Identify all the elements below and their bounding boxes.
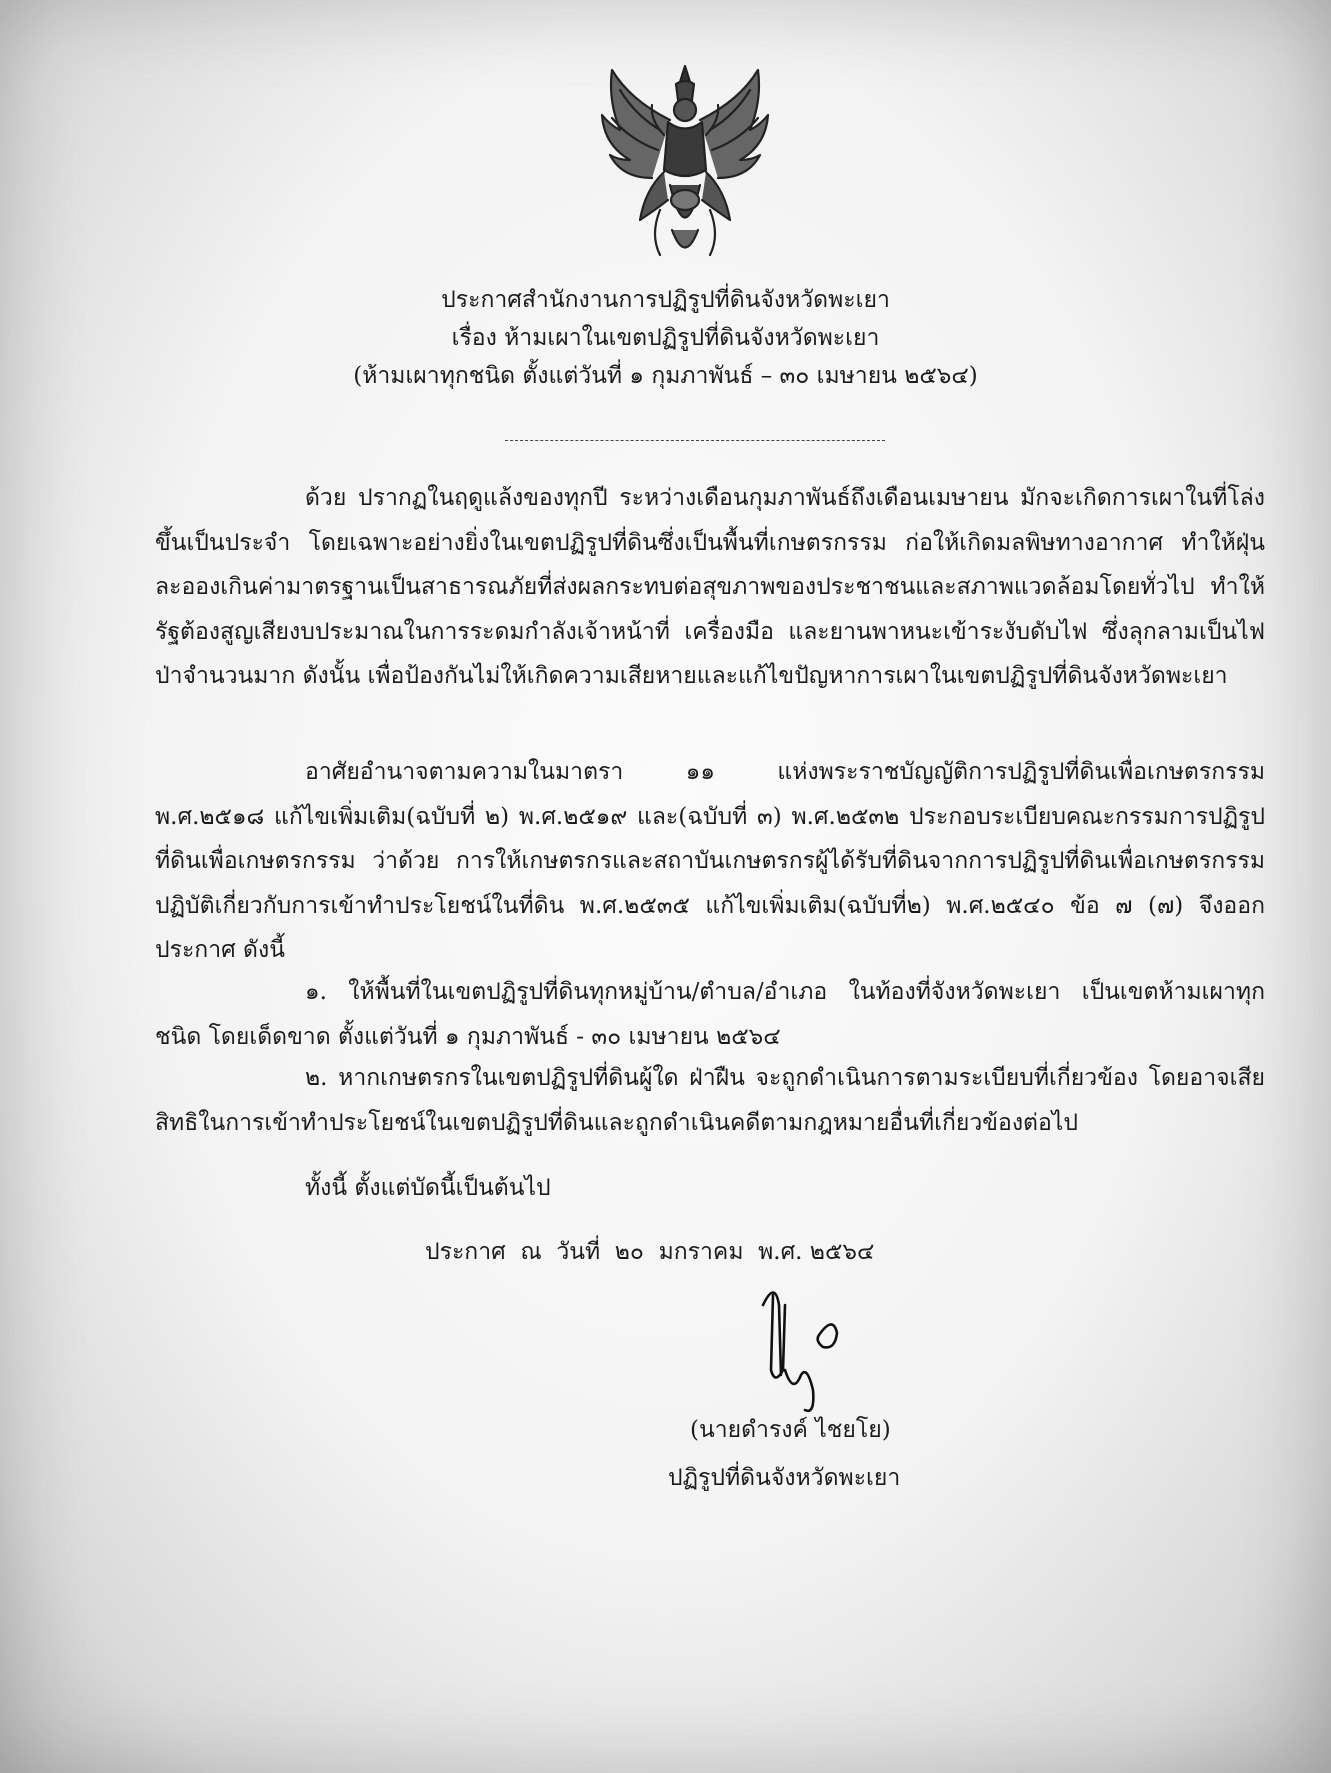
garuda-emblem-icon xyxy=(590,60,780,270)
body-paragraph-1: ด้วย ปรากฏในฤดูแล้งของทุกปี ระหว่างเดือนกุมภาพันธ์ถึงเดือนเมษายน มักจะเกิดการเผาในที่โล่งขึ้นเป็นประจำ โดยเฉพาะอย่างยิ่งในเขตปฏิรูปที่ดินซึ่งเป็นพื้นที่เกษตรกรรม ก่อให้เกิดมลพิษทางอากาศ ทำให้ฝุ่นละอองเกินค่ามาตรฐานเป็นสาธารณภัยที่ส่งผลกระทบต่อสุขภาพของประชาชนและสภาพแวดล้อมโดยทั่วไป ทำให้รัฐต้องสูญเสียงบประมาณในการระดมกำลังเจ้าหน้าที่ เครื่องมือ และยานพาหนะเข้าระงับดับไฟ ซึ่งลุกลามเป็นไฟป่าจำนวนมาก ดังนั้น เพื่อป้องกันไม่ให้เกิดความเสียหายและแก้ไขปัญหาการเผาในเขตปฏิรูปที่ดินจังหวัดพะเยา xyxy=(155,485,1265,689)
effective-statement: ทั้งนี้ ตั้งแต่บัดนี้เป็นต้นไป xyxy=(305,1175,551,1201)
order-item-2: ๒. หากเกษตรกรในเขตปฏิรูปที่ดินผู้ใด ฝ่าฝืน จะถูกดำเนินการตามระเบียบที่เกี่ยวข้อง โดยอาจเสียสิทธิในการเข้าทำประโยชน์ในเขตปฏิรูปที่ดินและถูกดำเนินคดีตามกฎหมายอื่นที่เกี่ยวข้องต่อไป xyxy=(155,1065,1265,1136)
body-paragraph-2: อาศัยอำนาจตามความในมาตรา ๑๑ แห่งพระราชบัญญัติการปฏิรูปที่ดินเพื่อเกษตรกรรม พ.ศ.๒๕๑๘ แก้ไขเพิ่มเติม(ฉบับที่ ๒) พ.ศ.๒๕๑๙ และ(ฉบับที่ ๓) พ.ศ.๒๕๓๒ ประกอบระเบียบคณะกรรมการปฏิรูปที่ดินเพื่อเกษตรกรรม ว่าด้วย การให้เกษตรกรและสถาบันเกษตรกรผู้ได้รับที่ดินจากการปฏิรูปที่ดินเพื่อเกษตรกรรม ปฏิบัติเกี่ยวกับการเข้าทำประโยชน์ในที่ดิน พ.ศ.๒๕๓๕ แก้ไขเพิ่มเติม(ฉบับที่๒) พ.ศ.๒๕๔๐ ข้อ ๗ (๗) จึงออกประกาศ ดังนี้ xyxy=(155,759,1265,963)
handwritten-signature xyxy=(745,1275,865,1425)
announcement-period: (ห้ามเผาทุกชนิด ตั้งแต่วันที่ ๑ กุมภาพันธ์ – ๓๐ เมษายน ๒๕๖๔) xyxy=(353,363,978,389)
announcement-title: ประกาศสำนักงานการปฏิรูปที่ดินจังหวัดพะเยา xyxy=(441,287,890,313)
announcement-date: ประกาศ ณ วันที่ ๒๐ มกราคม พ.ศ. ๒๕๖๔ xyxy=(425,1239,875,1265)
signer-name: (นายดำรงค์ ไชยโย) xyxy=(690,1417,891,1443)
title-divider xyxy=(505,440,885,441)
announcement-subject: เรื่อง ห้ามเผาในเขตปฏิรูปที่ดินจังหวัดพะเยา xyxy=(451,325,880,351)
signer-title: ปฏิรูปที่ดินจังหวัดพะเยา xyxy=(668,1465,901,1491)
order-item-1: ๑. ให้พื้นที่ในเขตปฏิรูปที่ดินทุกหมู่บ้าน/ตำบล/อำเภอ ในท้องที่จังหวัดพะเยา เป็นเขตห้ามเผาทุกชนิด โดยเด็ดขาด ตั้งแต่วันที่ ๑ กุมภาพันธ์ - ๓๐ เมษายน ๒๕๖๔ xyxy=(155,979,1265,1050)
